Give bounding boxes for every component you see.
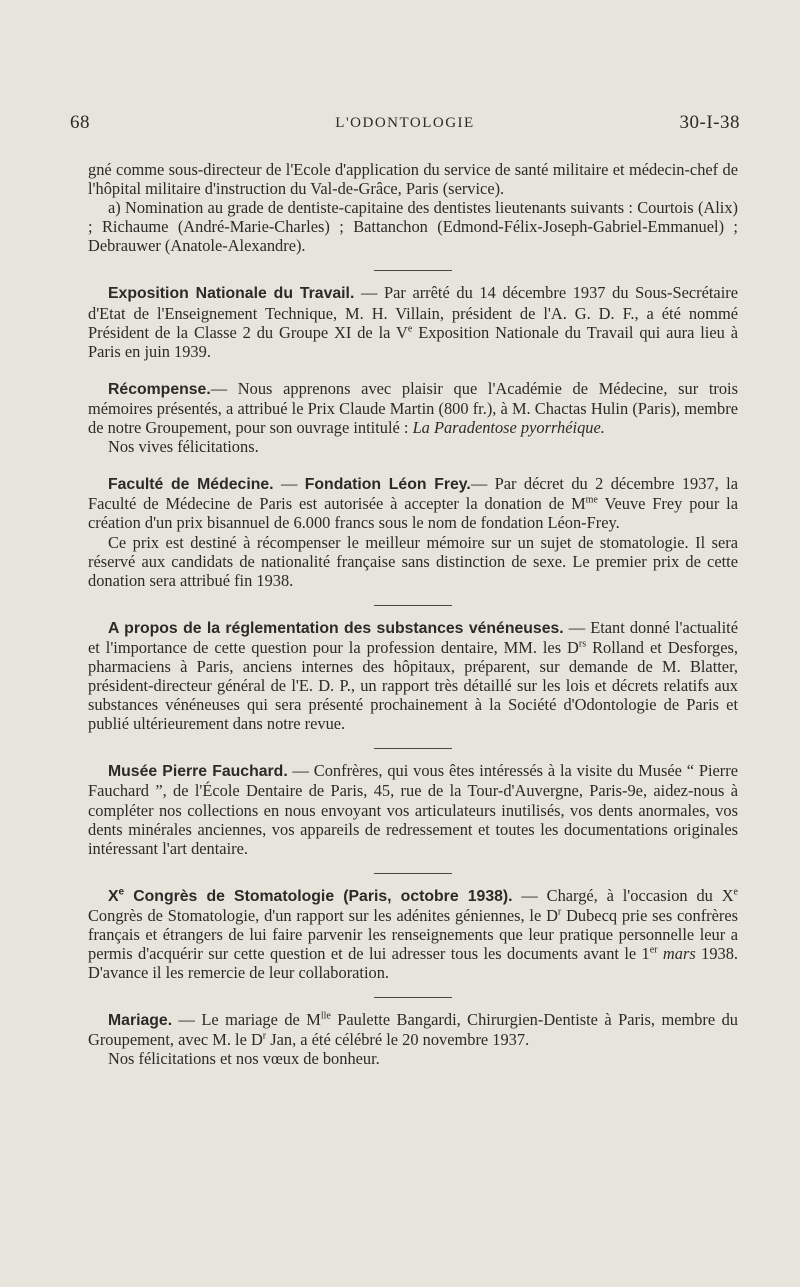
section-heading: Récompense. (108, 380, 211, 398)
page-header (70, 112, 740, 138)
paragraph: Faculté de Médecine. — Fondation Léon Frey.— Par décret du 2 décembre 1937, la Faculté de Médecine de Paris est autorisée à accepter la donation de $M^{me}$ Veuve Frey pour la création d'un prix bisannuel de 6.000 francs sous le nom de fondation Léon-Frey. (88, 474, 738, 533)
page-content (88, 160, 738, 1069)
divider (374, 873, 452, 874)
paragraph: Xe Congrès de Stomatologie (Paris, octobre 1938). — Chargé, à l'occasion du Xe Congrès de Stomatologie, d'un rapport sur les adénites géniennes, le $D^r$ Dubecq prie ses confrères français et étrangers de lui faire parvenir les renseignements que leur pratique personnelle leur a permis d'acquérir sur cette question et de lui adresser tous les documents avant le 1er mars 1938. D'avance il les remercie de leur collaboration. (88, 885, 739, 983)
paragraph: Nos vives félicitations. (108, 437, 259, 457)
issue-date: 30-I-38 (679, 112, 740, 133)
section-exposition (88, 283, 738, 360)
divider (374, 270, 452, 271)
section-heading: Musée Pierre Fauchard. (108, 763, 288, 781)
journal-title: L'ODONTOLOGIE (335, 115, 475, 131)
section-substances (88, 618, 738, 734)
section-heading: Mariage. (108, 1012, 173, 1030)
section-heading: A propos de la réglementation des substances vénéneuses. (108, 619, 564, 637)
paragraph: Nos félicitations et nos vœux de bonheur. (108, 1049, 380, 1069)
section-faculte (88, 474, 738, 590)
book-title: La Paradentose pyorrhéique. (412, 418, 605, 438)
section-heading: Xe Congrès de Stomatologie (Paris, octobre 1938). (108, 886, 513, 905)
paragraph: Mariage. — Le mariage de $M^{lle}$ Paulette Bangardi, Chirurgien-Dentiste à Paris, membre du Groupement, avec M. le $D^r$ Jan, a été célébré le 20 novembre 1937. (88, 1010, 738, 1050)
page-number: 68 (70, 112, 90, 133)
paragraph: Exposition Nationale du Travail. — Par arrêté du 14 décembre 1937 du Sous-Secrétaire d'Etat de l'Enseignement Technique, M. H. Villain, président de l'A. G. D. F., a été nommé Président de la Classe 2 du Groupe XI de la Ve Exposition Nationale du Travail qui aura lieu à Paris en juin 1939. (88, 283, 738, 361)
section-musee (88, 761, 738, 857)
section-recompense (88, 379, 738, 456)
paragraph: gné comme sous-directeur de l'Ecole d'application du service de santé militaire et médecin-chef de l'hôpital militaire d'instruction du Val-de-Grâce, Paris (service). (88, 160, 738, 199)
section-mariage (88, 1010, 738, 1068)
paragraph: Récompense.— Nous apprenons avec plaisir que l'Académie de Médecine, sur trois mémoires présentés, a attribué le Prix Claude Martin (800 fr.), à M. Chactas Hulin (Paris), membre de notre Groupement, pour son ouvrage intitulé : La Paradentose pyorrhéique. (88, 378, 738, 438)
paragraph: a) Nomination au grade de dentiste-capitaine des dentistes lieutenants suivants : Courtois (Alix) ; Richaume (André-Marie-Charles) ; Battanchon (Edmond-Félix-Joseph-Gabriel-Emmanuel) ; Debrauwer (Anatole-Alexandre). (88, 198, 738, 256)
paragraph: A propos de la réglementation des substances vénéneuses. — Etant donné l'actualité et l'importance de cette question pour la profession dentaire, MM. les $D^{rs}$ Rolland et Desforges, pharmaciens à Paris, anciens internes des hôpitaux, préparent, sur demande de M. Blatter, président-directeur général de l'E. D. P., un rapport très détaillé sur les lois et décrets relatifs aux substances vénéneuses qui sera présenté prochainement à la Société d'Odontologie de Paris et publié ultérieurement dans notre revue. (88, 617, 738, 734)
divider (374, 748, 452, 749)
paragraph: Musée Pierre Fauchard. — Confrères, qui vous êtes intéressés à la visite du Musée “ Pierre Fauchard ”, de l'École Dentaire de Paris, 45, rue de la Tour-d'Auvergne, Paris-9e, aidez-nous à compléter nos collections en nous envoyant vos articulateurs inutilisés, vos dents anormales, vos dents minérales anciennes, vos appareils de redressement et toutes les documentations originales intéressant l'art dentaire. (88, 761, 738, 858)
intro-section (88, 160, 738, 255)
divider (374, 605, 452, 606)
paragraph: Ce prix est destiné à récompenser le meilleur mémoire sur un sujet de stomatologie. Il sera réservé aux candidats de nationalité française sans distinction de sexe. Le premier prix de cette donation sera attribué fin 1938. (88, 532, 738, 590)
section-congres (88, 886, 738, 982)
section-heading: Exposition Nationale du Travail. (108, 285, 355, 303)
divider (374, 997, 452, 998)
section-heading: Faculté de Médecine. (108, 476, 274, 494)
section-subheading: Fondation Léon Frey. (304, 476, 471, 494)
